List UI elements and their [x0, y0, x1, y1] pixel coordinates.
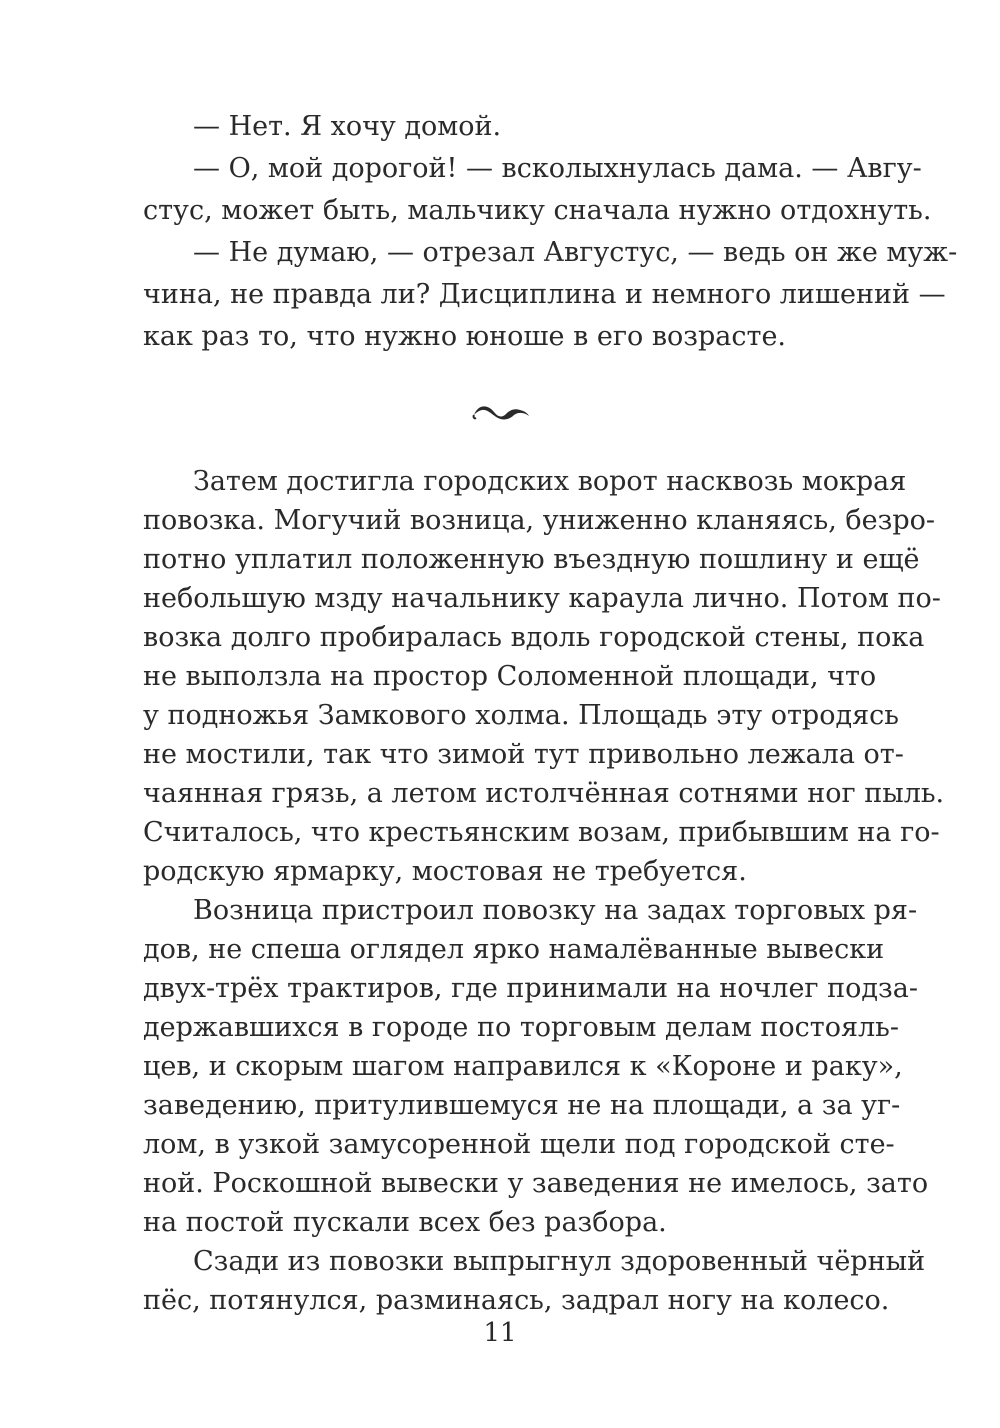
text-line: Возница пристроил повозку на задах торговых ря- [193, 895, 918, 926]
text-line: повозка. Могучий возница, униженно кланяясь, безро- [143, 505, 936, 536]
text-line: небольшую мзду начальнику караула лично. Потом по- [143, 583, 941, 614]
text-line: Затем достигла городских ворот насквозь мокрая [193, 466, 907, 497]
text-line: Сзади из повозки выпрыгнул здоровенный чёрный [193, 1246, 926, 1277]
text-line: двух-трёх трактиров, где принимали на ночлег подза- [143, 973, 918, 1004]
text-line: дов, не спеша оглядел ярко намалёванные вывески [143, 934, 885, 965]
text-line: — О, мой дорогой! — всколыхнулась дама. — Авгу- [193, 153, 922, 184]
ornament-swash-icon [470, 398, 532, 424]
text-line: не мостили, так что зимой тут привольно лежала от- [143, 739, 904, 770]
text-line: стус, может быть, мальчику сначала нужно отдохнуть. [143, 195, 932, 226]
text-line: державшихся в городе по торговым делам постояль- [143, 1012, 899, 1043]
text-line: не выползла на простор Соломенной площади, что [143, 661, 877, 692]
text-line: возка долго пробиралась вдоль городской стены, пока [143, 622, 925, 653]
text-line: пёс, потянулся, разминаясь, задрал ногу на колесо. [143, 1285, 890, 1316]
text-line: заведению, притулившемуся не на площади, а за уг- [143, 1090, 901, 1121]
text-line: цев, и скорым шагом направился к «Короне и раку», [143, 1051, 903, 1082]
text-line: на постой пускали всех без разбора. [143, 1207, 667, 1238]
text-line: потно уплатил положенную въездную пошлину и ещё [143, 544, 920, 575]
text-line: как раз то, что нужно юноше в его возрасте. [143, 321, 787, 352]
text-line: у подножья Замкового холма. Площадь эту отродясь [143, 700, 899, 731]
text-line: — Нет. Я хочу домой. [193, 111, 502, 142]
text-line: чаянная грязь, а летом истолчённая сотнями ног пыль. [143, 778, 945, 809]
text-line: — Не думаю, — отрезал Августус, — ведь он же муж- [193, 237, 958, 268]
text-line: ной. Роскошной вывески у заведения не имелось, зато [143, 1168, 929, 1199]
text-line: родскую ярмарку, мостовая не требуется. [143, 856, 747, 887]
text-line: лом, в узкой замусоренной щели под городской сте- [143, 1129, 895, 1160]
text-line: Считалось, что крестьянским возам, прибывшим на го- [143, 817, 940, 848]
page-number: 11 [483, 1318, 517, 1348]
text-line: чина, не правда ли? Дисциплина и немного лишений — [143, 279, 946, 310]
